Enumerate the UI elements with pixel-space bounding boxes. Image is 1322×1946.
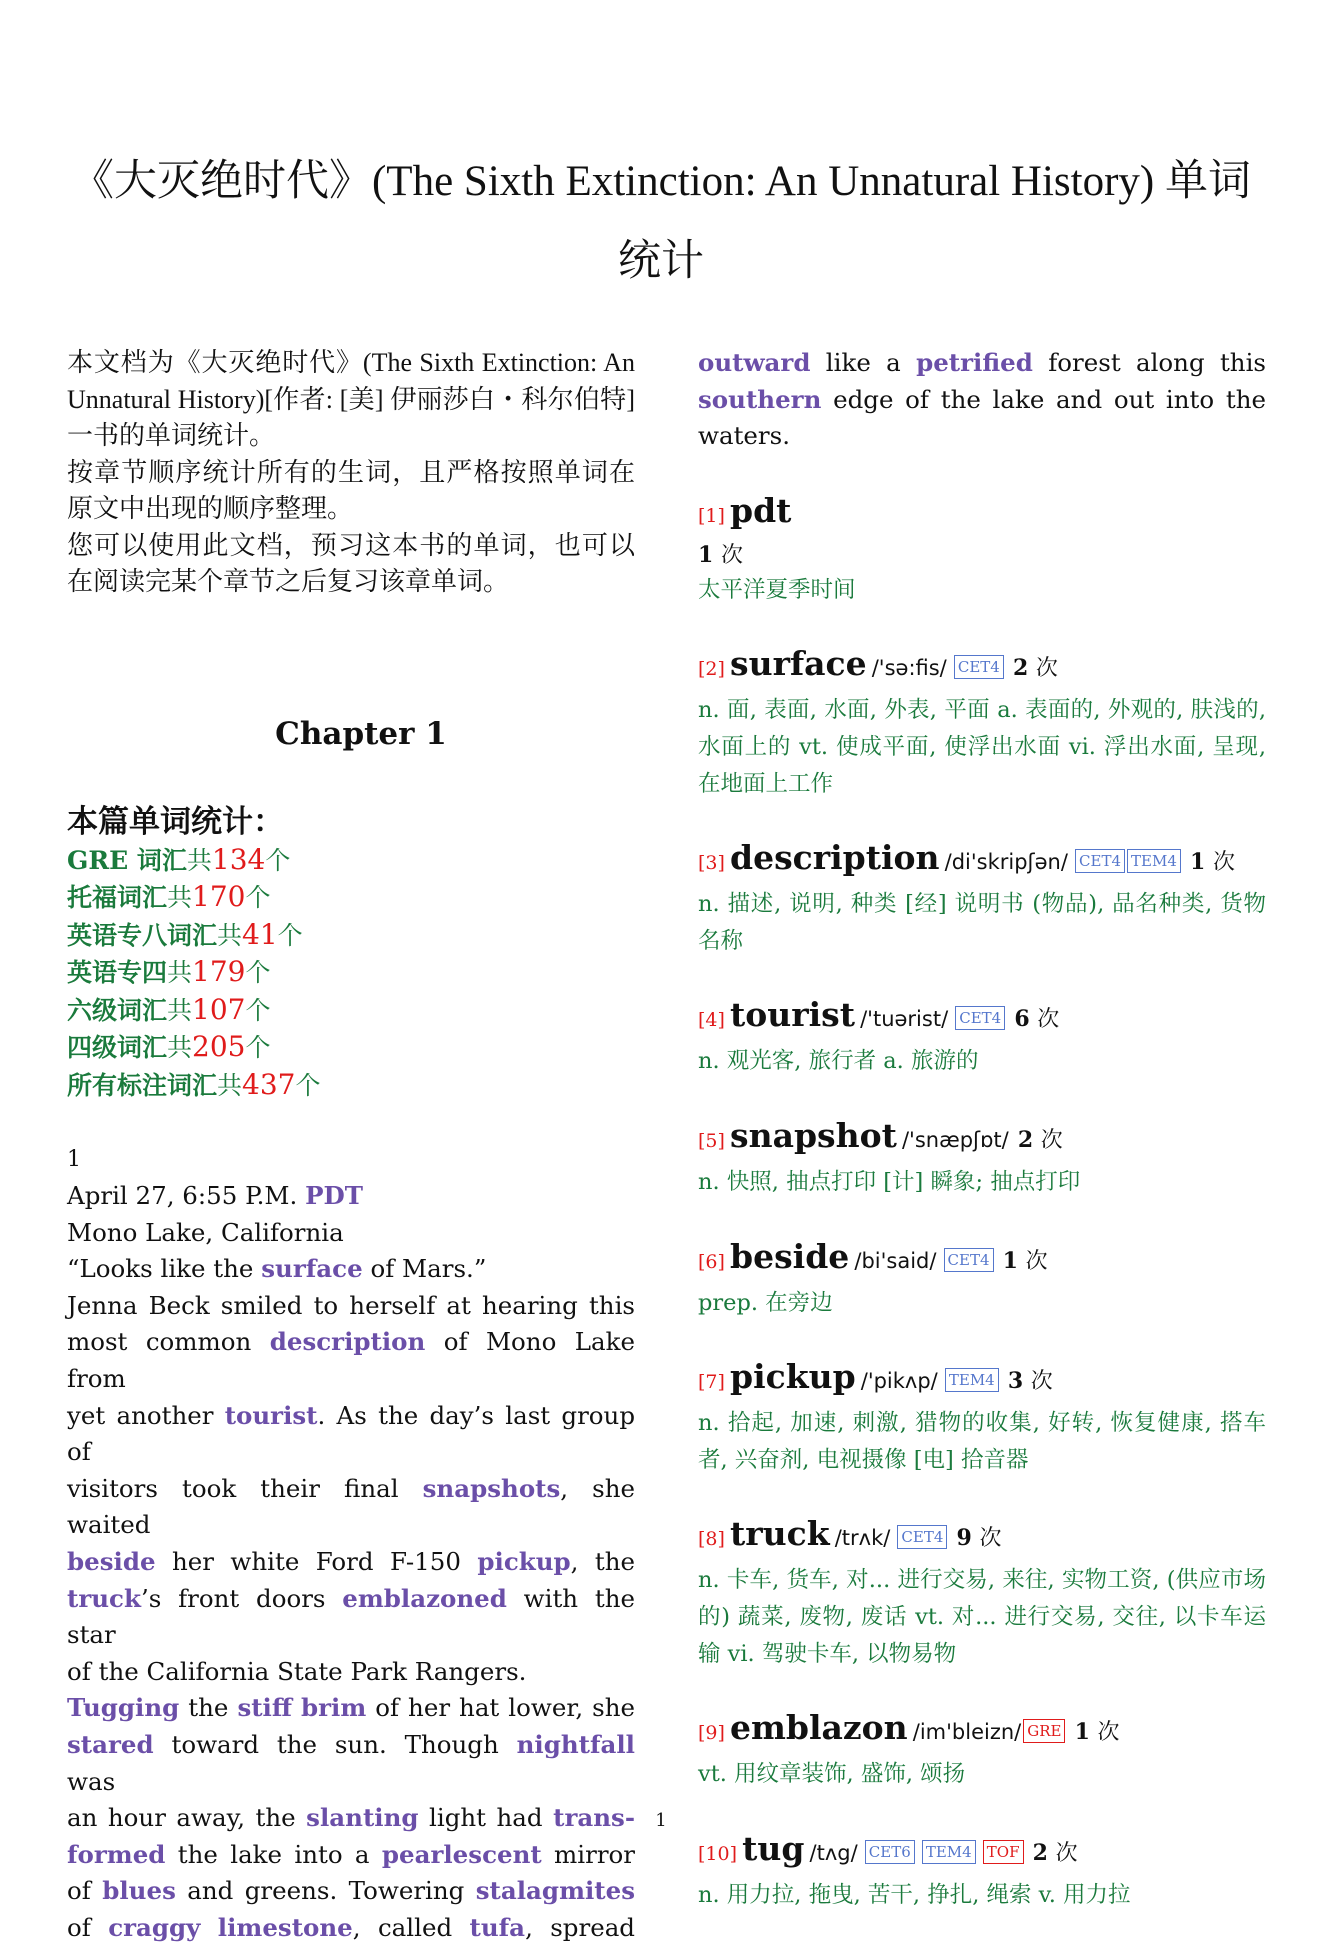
entry-count: 9 次 (956, 1525, 1002, 1552)
title-line-2: 统计 (618, 238, 704, 285)
stat-cet6: 六级词汇共107个 (67, 992, 271, 1026)
entry-word: emblazon (730, 1708, 908, 1748)
vocab-entry (698, 836, 1266, 959)
entry-definition: n. 用力拉, 拖曳, 苦干, 挣扎, 绳索 v. 用力拉 (698, 1881, 1131, 1908)
entry-word: tug (742, 1828, 805, 1868)
entry-definition: vt. 用纹章装饰, 盛饰, 颂扬 (698, 1761, 966, 1788)
entry-count: 1 次 (1074, 1719, 1120, 1746)
highlighted-word: trans- (553, 1803, 635, 1833)
right-column (698, 345, 1266, 1913)
highlighted-word: pickup (477, 1546, 571, 1576)
highlighted-word: snapshots (422, 1473, 561, 1503)
highlighted-word: PDT (305, 1181, 363, 1210)
highlighted-word: stiff (237, 1693, 292, 1723)
entry-word: pdt (730, 490, 792, 530)
entry-pronunciation: /'tuərist/ (860, 1007, 949, 1032)
highlighted-word: outward (698, 348, 811, 377)
stat-gre: GRE 词汇共134个 (67, 842, 291, 876)
entry-index: [1] (698, 504, 725, 527)
left-column (67, 345, 635, 1946)
highlighted-word: craggy (108, 1912, 201, 1942)
stats-list (67, 842, 635, 1105)
entry-index: [8] (698, 1528, 725, 1551)
entry-pronunciation: /trʌk/ (834, 1526, 891, 1551)
entry-definition: n. 卡车, 货车, 对... 进行交易, 来往, 实物工资, (供应市场的) 蔬菜, 废物, 废话 vt. 对... 进行交易, 交往, 以卡车运输 vi. 驾驶卡车, 以物易物 (698, 1567, 1266, 1667)
passage-continued: outward like a petrified forest along this southern edge of the lake and out into the waters. (698, 348, 1266, 451)
entry-index: [6] (698, 1250, 725, 1273)
level-tag: CET6 (865, 1840, 915, 1864)
entry-index: [7] (698, 1371, 725, 1394)
highlighted-word: brim (300, 1693, 367, 1723)
entry-definition: n. 面, 表面, 水面, 外表, 平面 a. 表面的, 外观的, 肤浅的, 水面上的 vt. 使成平面, 使浮出水面 vi. 浮出水面, 呈现, 在地面上工作 (698, 697, 1266, 797)
level-tag: CET4 (955, 1006, 1005, 1030)
level-tag: TEM4 (1127, 849, 1181, 873)
entry-word: surface (730, 644, 867, 684)
highlighted-word: slanting (306, 1803, 419, 1833)
entry-word: beside (730, 1236, 850, 1276)
entry-count: 6 次 (1014, 1006, 1060, 1033)
entry-pronunciation: /'snæpʃɒt/ (901, 1127, 1009, 1152)
entry-index: [5] (698, 1129, 725, 1152)
stat-cet4: 四级词汇共205个 (67, 1030, 271, 1063)
stat-tem8: 英语专八词汇共41个 (67, 917, 303, 951)
stat-toefl: 托福词汇共170个 (67, 880, 271, 913)
entry-definition: n. 观光客, 旅行者 a. 旅游的 (698, 1048, 979, 1075)
entry-pronunciation: /'sə:fis/ (871, 656, 947, 681)
paragraph-number: 1 (67, 1147, 81, 1172)
vocab-entry (698, 1706, 1266, 1793)
highlighted-word: blues (102, 1876, 176, 1906)
highlighted-word: stared (67, 1729, 154, 1759)
entry-index: [3] (698, 852, 725, 875)
entry-count: 2 次 (1017, 1126, 1063, 1153)
level-tag: TEM4 (922, 1840, 976, 1864)
entry-index: [2] (698, 658, 725, 681)
title-line-1: 《大灭绝时代》(The Sixth Extinction: An Unnatural History) 单词 (70, 158, 1251, 205)
entry-count: 3 次 (1007, 1368, 1053, 1395)
entry-count: 2 次 (1012, 655, 1058, 682)
intro-paragraph: 您可以使用此文档，预习这本书的单词，也可以在阅读完某个章节之后复习该章单词。 (67, 530, 635, 596)
level-tag: CET4 (944, 1248, 994, 1272)
page-number: 1 (655, 1810, 667, 1831)
entry-count: 2 次 (1032, 1839, 1078, 1866)
entry-pronunciation: /'pikʌp/ (860, 1369, 938, 1394)
highlighted-word: petrified (916, 348, 1033, 377)
intro-paragraph: 按章节顺序统计所有的生词，且严格按照单词在原文中出现的顺序整理。 (67, 457, 635, 523)
vocab-entry (698, 1512, 1266, 1672)
entry-definition: prep. 在旁边 (698, 1289, 833, 1316)
highlighted-word: Tugging (67, 1693, 180, 1723)
highlighted-word: truck (67, 1583, 141, 1613)
highlighted-word: tufa (469, 1912, 526, 1942)
highlighted-word: limestone (217, 1912, 353, 1942)
entry-word: snapshot (730, 1115, 897, 1155)
vocab-entry (698, 993, 1266, 1080)
highlighted-word: description (269, 1327, 426, 1357)
vocab-entry (698, 489, 1266, 609)
entry-word: description (730, 838, 940, 878)
entry-pronunciation: /di'skripʃən/ (944, 850, 1068, 875)
highlighted-word: nightfall (516, 1729, 635, 1759)
level-tag: GRE (1023, 1719, 1065, 1743)
highlighted-word: stalagmites (475, 1876, 635, 1906)
entry-word: tourist (730, 995, 856, 1035)
entry-word: pickup (730, 1357, 856, 1397)
stat-all: 所有标注词汇共437个 (67, 1067, 321, 1101)
entry-definition: n. 拾起, 加速, 刺激, 猎物的收集, 好转, 恢复健康, 搭车者, 兴奋剂, 电视摄像 [电] 拾音器 (698, 1410, 1266, 1473)
highlighted-word: emblazoned (342, 1583, 507, 1613)
entry-count: 1 次 (1002, 1247, 1048, 1274)
highlighted-word: surface (261, 1254, 363, 1284)
entry-count: 1 次 (1189, 849, 1235, 876)
vocab-entry (698, 1235, 1266, 1322)
level-tag: CET4 (897, 1525, 947, 1549)
vocab-entry (698, 642, 1266, 802)
document-title (60, 142, 1262, 302)
entry-index: [9] (698, 1722, 725, 1745)
highlighted-word: beside (67, 1546, 156, 1576)
entry-definition: 太平洋夏季时间 (698, 576, 856, 603)
highlighted-word: formed (67, 1839, 166, 1869)
intro (67, 345, 635, 601)
entry-definition: n. 快照, 抽点打印 [计] 瞬象; 抽点打印 (698, 1168, 1081, 1195)
entry-pronunciation: /tʌg/ (809, 1840, 858, 1865)
level-tag: TEM4 (945, 1368, 999, 1392)
entry-pronunciation: /im'bleizn/ (912, 1720, 1022, 1745)
level-tag: TOF (983, 1840, 1024, 1864)
entry-pronunciation: /bi'said/ (854, 1248, 937, 1273)
highlighted-word: pearlescent (381, 1839, 542, 1869)
stat-tem4: 英语专四共179个 (67, 955, 271, 988)
highlighted-word: tourist (224, 1400, 318, 1430)
vocab-entry (698, 1114, 1266, 1201)
level-tag: CET4 (1075, 849, 1125, 873)
passage-text: April 27, 6:55 P.M. PDT Mono Lake, California “Looks like the surface of Mars.” Jenna Beck smiled to herself at hearing this most common description of Mono Lake from yet another tourist. As the day’s last group of visitors took their final snapshots, she waited beside her white Ford F-150 pickup, the truck’s front doors emblazoned with the star of the California State Park Rangers. Tugging the stiff brim of her hat lower, she stared toward the sun. Though nightfall was an hour away, the slanting light had trans- formed the lake into a pearlescent mirror of blues and greens. Towering stalagmites of craggy limestone, called tufa, spread (67, 1181, 635, 1942)
vocab-entry (698, 1355, 1266, 1478)
intro-paragraph: 本文档为《大灭绝时代》(The Sixth Extinction: An Unnatural History)[作者: [美] 伊丽莎白・科尔伯特] 一书的单词统计。 (67, 348, 635, 450)
entry-definition: n. 描述, 说明, 种类 [经] 说明书 (物品), 品名种类, 货物名称 (698, 891, 1266, 954)
entry-index: [10] (698, 1842, 738, 1865)
chapter-heading: Chapter 1 (275, 715, 447, 752)
stats-title: 本篇单词统计： (67, 803, 284, 840)
level-tag: CET4 (954, 655, 1004, 679)
entry-word: truck (730, 1514, 830, 1554)
highlighted-word: southern (698, 384, 822, 414)
entry-index: [4] (698, 1009, 725, 1032)
entry-count: 1 次 (698, 541, 743, 568)
